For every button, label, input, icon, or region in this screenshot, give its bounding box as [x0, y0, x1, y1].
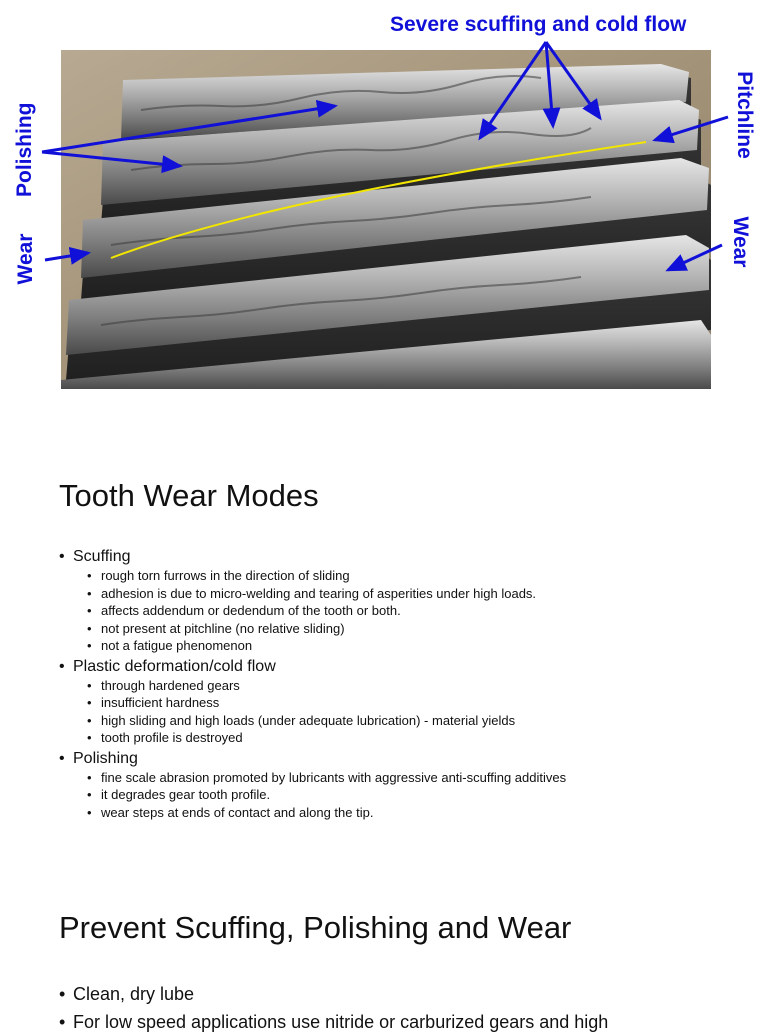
sub-list — [73, 567, 749, 657]
list-item: • it degrades gear tooth profile. — [87, 786, 749, 804]
wear-modes-list — [59, 547, 749, 823]
prevent-list — [59, 980, 749, 1036]
list-item-label: Scuffing — [73, 548, 131, 565]
list-item-label: Clean, dry lube — [73, 984, 195, 1004]
label-pitchline: Pitchline — [733, 71, 756, 159]
label-wear-left: Wear — [14, 233, 37, 285]
label-wear-right: Wear — [729, 216, 752, 268]
list-item: • wear steps at ends of contact and along the tip. — [87, 804, 749, 822]
list-item: • insufficient hardness — [87, 694, 749, 712]
list-item: • adhesion is due to micro-welding and tearing of asperities under high loads. — [87, 585, 749, 603]
gear-figure — [0, 0, 768, 400]
list-item: • not a fatigue phenomenon — [87, 637, 749, 655]
list-item-label: For low speed applications use nitride or carburized gears and high — [73, 1012, 609, 1032]
gear-teeth-photo — [61, 50, 711, 389]
list-item: • through hardened gears — [87, 677, 749, 695]
list-item-label: Plastic deformation/cold flow — [73, 657, 276, 675]
list-item: • affects addendum or dedendum of the tooth or both. — [87, 602, 749, 620]
list-item: • fine scale abrasion promoted by lubricants with aggressive anti-scuffing additives — [87, 769, 749, 787]
list-item: • not present at pitchline (no relative sliding) — [87, 620, 749, 638]
sub-list — [73, 677, 749, 749]
list-item: • tooth profile is destroyed — [87, 729, 749, 747]
section-title-tooth-wear-modes: Tooth Wear Modes — [59, 478, 319, 513]
list-item: • rough torn furrows in the direction of sliding — [87, 567, 749, 585]
sub-list — [73, 769, 749, 824]
list-item — [59, 749, 749, 824]
list-item — [59, 980, 749, 1008]
list-item-label: Polishing — [73, 749, 138, 767]
label-polishing: Polishing — [13, 102, 36, 197]
list-item: • high sliding and high loads (under adequate lubrication) - material yields — [87, 712, 749, 730]
list-item — [59, 657, 749, 749]
list-item — [59, 1008, 749, 1036]
section-title-prevent: Prevent Scuffing, Polishing and Wear — [59, 910, 572, 945]
label-severe-scuffing: Severe scuffing and cold flow — [390, 13, 687, 36]
list-item — [59, 547, 749, 657]
